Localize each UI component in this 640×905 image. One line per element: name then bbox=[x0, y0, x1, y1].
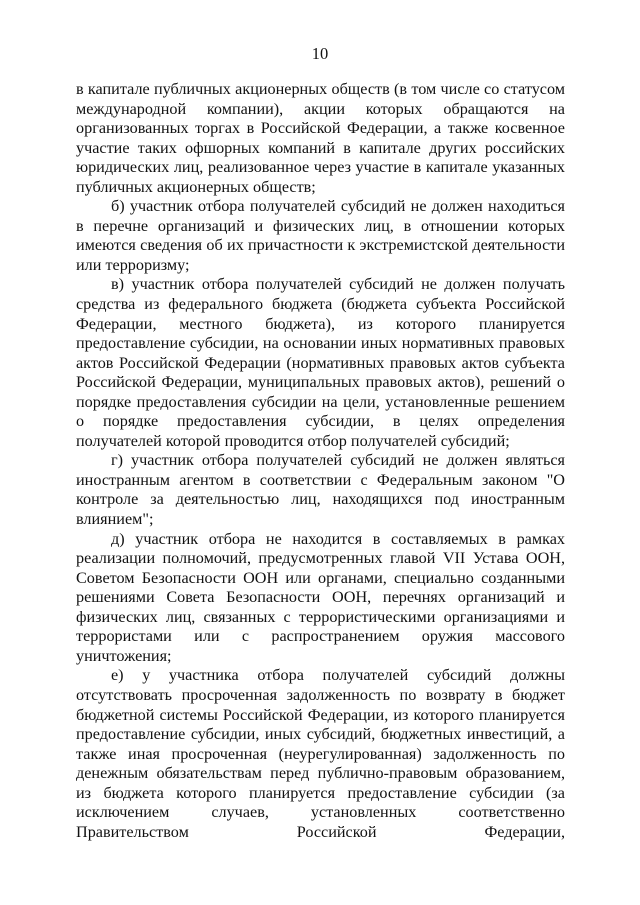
document-body bbox=[76, 80, 565, 842]
paragraph-e: е) у участника отбора получателей субсидий должны отсутствовать просроченная задолженность по возврату в бюджет бюджетной системы Российской Федерации, из которого планируется предоставление субсидии, иных субсидий, бюджетных инвестиций, а также иная просроченная (неурегулированная) задолженность по денежным обязательствам перед публично-правовым образованием, из бюджета которого планируется предоставление субсидии (за исключением случаев, установленных соответственно Правительством Российской Федерации, bbox=[76, 666, 565, 841]
paragraph-b: б) участник отбора получателей субсидий не должен находиться в перечне организаций и физических лиц, в отношении которых имеются сведения об их причастности к экстремистской деятельности или терроризму; bbox=[76, 197, 565, 274]
paragraph-v: в) участник отбора получателей субсидий не должен получать средства из федерального бюджета (бюджета субъекта Российской Федерации, местного бюджета), из которого планируется предоставление субсидии, на основании иных нормативных правовых актов Российской Федерации (нормативных правовых актов субъекта Российской Федерации, муниципальных правовых актов), решений о порядке предоставления субсидии на цели, установленные решением о порядке предоставления субсидии, в целях определения получателей которой проводится отбор получателей субсидий; bbox=[76, 275, 565, 450]
paragraph-d: д) участник отбора не находится в составляемых в рамках реализации полномочий, предусмотренных главой VII Устава ООН, Советом Безопасности ООН или органами, специально созданными решениями Совета Безопасности ООН, перечнях организаций и физических лиц, связанных с террористическими организациями и террористами или с распространением оружия массового уничтожения; bbox=[76, 529, 565, 665]
page-number: 10 bbox=[311, 44, 329, 63]
paragraph-g: г) участник отбора получателей субсидий не должен являться иностранным агентом в соответствии с Федеральным законом "О контроле за деятельностью лиц, находящихся под иностранным влиянием"; bbox=[76, 451, 565, 529]
paragraph-continuation: в капитале публичных акционерных обществ (в том числе со статусом международной компании), акции которых обращаются на организованных торгах в Российской Федерации, а также косвенное участие таких офшорных компаний в капитале других российских юридических лиц, реализованное через участие в капитале указанных публичных акционерных обществ; bbox=[76, 80, 565, 196]
